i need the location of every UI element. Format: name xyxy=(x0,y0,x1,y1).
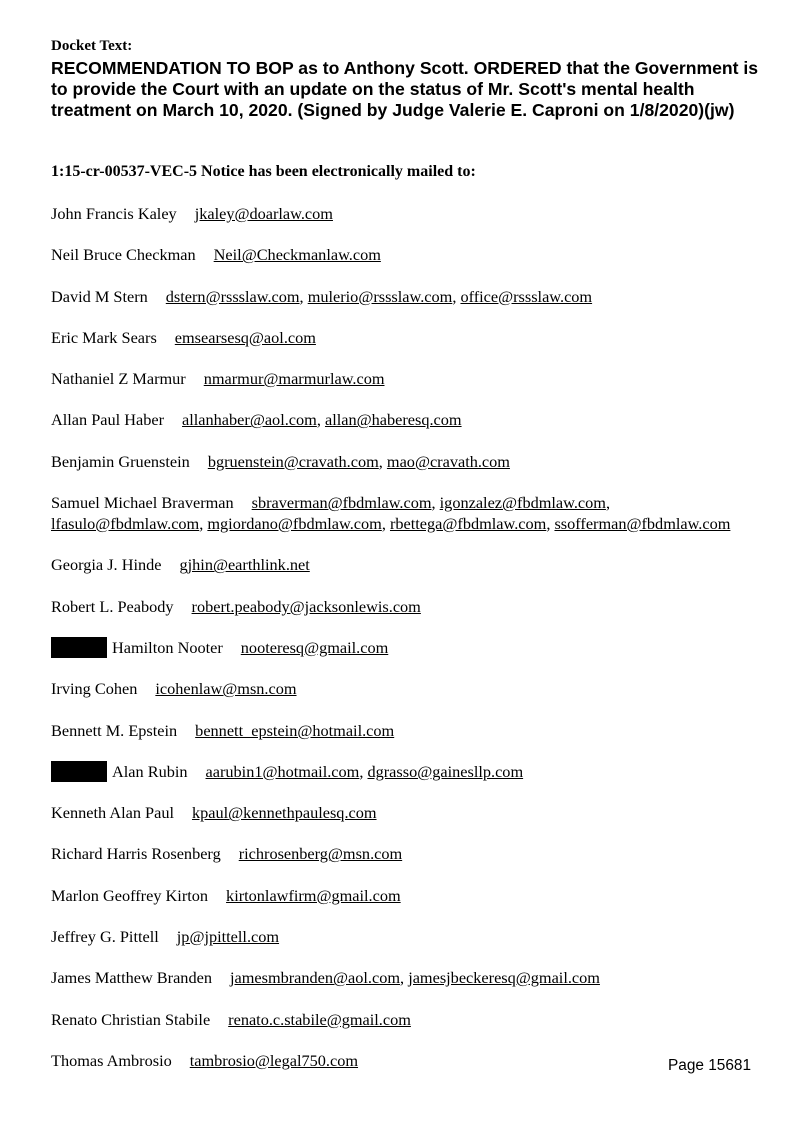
recipient-entry xyxy=(51,885,751,906)
recipient-email-link[interactable]: bennett_epstein@hotmail.com xyxy=(195,720,395,740)
recipient-email-link[interactable]: jamesmbranden@aol.com xyxy=(229,968,401,988)
email-separator: , xyxy=(605,493,611,513)
recipient-entry xyxy=(51,596,751,617)
recipient-name: Georgia J. Hinde xyxy=(51,555,162,575)
recipient-email-link[interactable]: nmarmur@marmurlaw.com xyxy=(203,369,385,389)
recipient-email-link[interactable]: allan@haberesq.com xyxy=(324,410,462,430)
recipient-entry xyxy=(51,203,751,224)
recipient-email-link[interactable]: jkaley@doarlaw.com xyxy=(194,204,333,223)
recipient-name: David M Stern xyxy=(51,286,148,306)
recipient-name: Irving Cohen xyxy=(51,679,138,699)
recipient-email-link[interactable]: kirtonlawfirm@gmail.com xyxy=(226,885,401,905)
recipient-name: Renato Christian Stabile xyxy=(51,1009,211,1029)
recipient-email-link[interactable]: kpaul@kennethpaulesq.com xyxy=(192,803,377,823)
recipient-email-link[interactable]: renato.c.stabile@gmail.com xyxy=(228,1009,411,1029)
recipient-name: Bennett M. Epstein xyxy=(51,720,178,740)
email-separator: , xyxy=(431,493,440,513)
notice-heading: 1:15-cr-00537-VEC-5 Notice has been electronically mailed to: xyxy=(51,163,476,180)
redaction-block xyxy=(51,637,107,658)
email-separator: , xyxy=(199,514,208,534)
email-separator: , xyxy=(316,410,325,430)
page-number: Page 15681 xyxy=(668,1057,752,1074)
recipient-name: Richard Harris Rosenberg xyxy=(51,844,221,864)
recipient-name: Robert L. Peabody xyxy=(51,596,174,616)
recipient-email-link[interactable]: nooteresq@gmail.com xyxy=(240,637,389,657)
recipient-email-link[interactable]: mulerio@rssslaw.com xyxy=(307,286,453,306)
recipient-name: Allan Paul Haber xyxy=(51,410,165,430)
email-separator: , xyxy=(378,451,387,471)
recipient-entry xyxy=(51,451,751,472)
email-separator: , xyxy=(381,514,390,534)
recipient-email-link[interactable]: igonzalez@fbdmlaw.com xyxy=(439,493,606,513)
recipient-entry xyxy=(51,554,751,575)
recipient-entry xyxy=(51,492,751,534)
recipient-email-link[interactable]: rbettega@fbdmlaw.com xyxy=(389,514,547,534)
docket-label: Docket Text: xyxy=(51,38,133,54)
recipient-entry xyxy=(51,926,751,947)
email-separator: , xyxy=(546,514,555,534)
email-separator: , xyxy=(400,968,409,988)
recipient-entry xyxy=(51,967,751,988)
recipient-name: Alan Rubin xyxy=(112,761,188,781)
recipient-email-link[interactable]: mgiordano@fbdmlaw.com xyxy=(207,514,382,534)
recipient-entry xyxy=(51,843,751,864)
recipient-email-link[interactable]: Neil@Checkmanlaw.com xyxy=(213,245,381,265)
recipient-email-link[interactable]: bgruenstein@cravath.com xyxy=(207,451,379,471)
docket-text: RECOMMENDATION TO BOP as to Anthony Scott. ORDERED that the Government is to provide the Court with an update on the status of Mr. Scott's mental health treatment on March 10, 2020. (Signed by Judge Valerie E. Caproni on 1/8/2020)(jw) xyxy=(51,58,759,120)
recipient-email-link[interactable]: emsearsesq@aol.com xyxy=(174,327,316,347)
recipient-email-link[interactable]: robert.peabody@jacksonlewis.com xyxy=(191,596,421,616)
recipient-email-link[interactable]: dstern@rssslaw.com xyxy=(165,286,300,306)
recipient-email-link[interactable]: lfasulo@fbdmlaw.com xyxy=(51,514,200,534)
recipient-entry xyxy=(51,327,751,348)
email-separator: , xyxy=(299,286,308,306)
recipient-email-link[interactable]: jamesjbeckeresq@gmail.com xyxy=(408,968,600,988)
recipient-list xyxy=(51,203,751,1091)
recipient-email-link[interactable]: tambrosio@legal750.com xyxy=(189,1050,359,1070)
recipient-entry xyxy=(51,637,751,658)
redaction-block xyxy=(51,761,107,782)
recipient-email-link[interactable]: allanhaber@aol.com xyxy=(182,410,317,430)
recipient-name: Marlon Geoffrey Kirton xyxy=(51,885,209,905)
recipient-email-link[interactable]: aarubin1@hotmail.com xyxy=(205,761,360,781)
recipient-entry xyxy=(51,802,751,823)
recipient-entry xyxy=(51,368,751,389)
recipient-email-link[interactable]: mao@cravath.com xyxy=(386,451,510,471)
recipient-name: Neil Bruce Checkman xyxy=(51,245,196,265)
recipient-entry xyxy=(51,720,751,741)
recipient-name: Hamilton Nooter xyxy=(112,637,223,657)
recipient-entry xyxy=(51,286,751,307)
recipient-email-link[interactable]: richrosenberg@msn.com xyxy=(238,844,403,864)
recipient-name: Benjamin Gruenstein xyxy=(51,451,190,471)
recipient-name: John Francis Kaley xyxy=(51,204,177,223)
recipient-name: Thomas Ambrosio xyxy=(51,1050,172,1070)
recipient-entry xyxy=(51,761,751,782)
recipient-entry xyxy=(51,1009,751,1030)
recipient-entry xyxy=(51,678,751,699)
email-separator: , xyxy=(359,761,368,781)
recipient-name: Samuel Michael Braverman xyxy=(51,493,234,513)
recipient-entry xyxy=(51,409,751,430)
recipient-email-link[interactable]: sbraverman@fbdmlaw.com xyxy=(251,493,432,513)
recipient-email-link[interactable]: jp@jpittell.com xyxy=(176,927,280,947)
recipient-email-link[interactable]: office@rssslaw.com xyxy=(460,286,593,306)
recipient-entry xyxy=(51,1050,751,1071)
recipient-entry xyxy=(51,244,751,265)
recipient-name: James Matthew Branden xyxy=(51,968,212,988)
recipient-name: Nathaniel Z Marmur xyxy=(51,369,186,389)
recipient-email-link[interactable]: ssofferman@fbdmlaw.com xyxy=(554,514,731,534)
recipient-email-link[interactable]: dgrasso@gainesllp.com xyxy=(367,761,524,781)
email-separator: , xyxy=(452,286,461,306)
recipient-name: Eric Mark Sears xyxy=(51,327,157,347)
recipient-name: Jeffrey G. Pittell xyxy=(51,927,159,947)
recipient-email-link[interactable]: gjhin@earthlink.net xyxy=(179,555,310,575)
recipient-name: Kenneth Alan Paul xyxy=(51,803,174,823)
recipient-email-link[interactable]: icohenlaw@msn.com xyxy=(155,679,297,699)
